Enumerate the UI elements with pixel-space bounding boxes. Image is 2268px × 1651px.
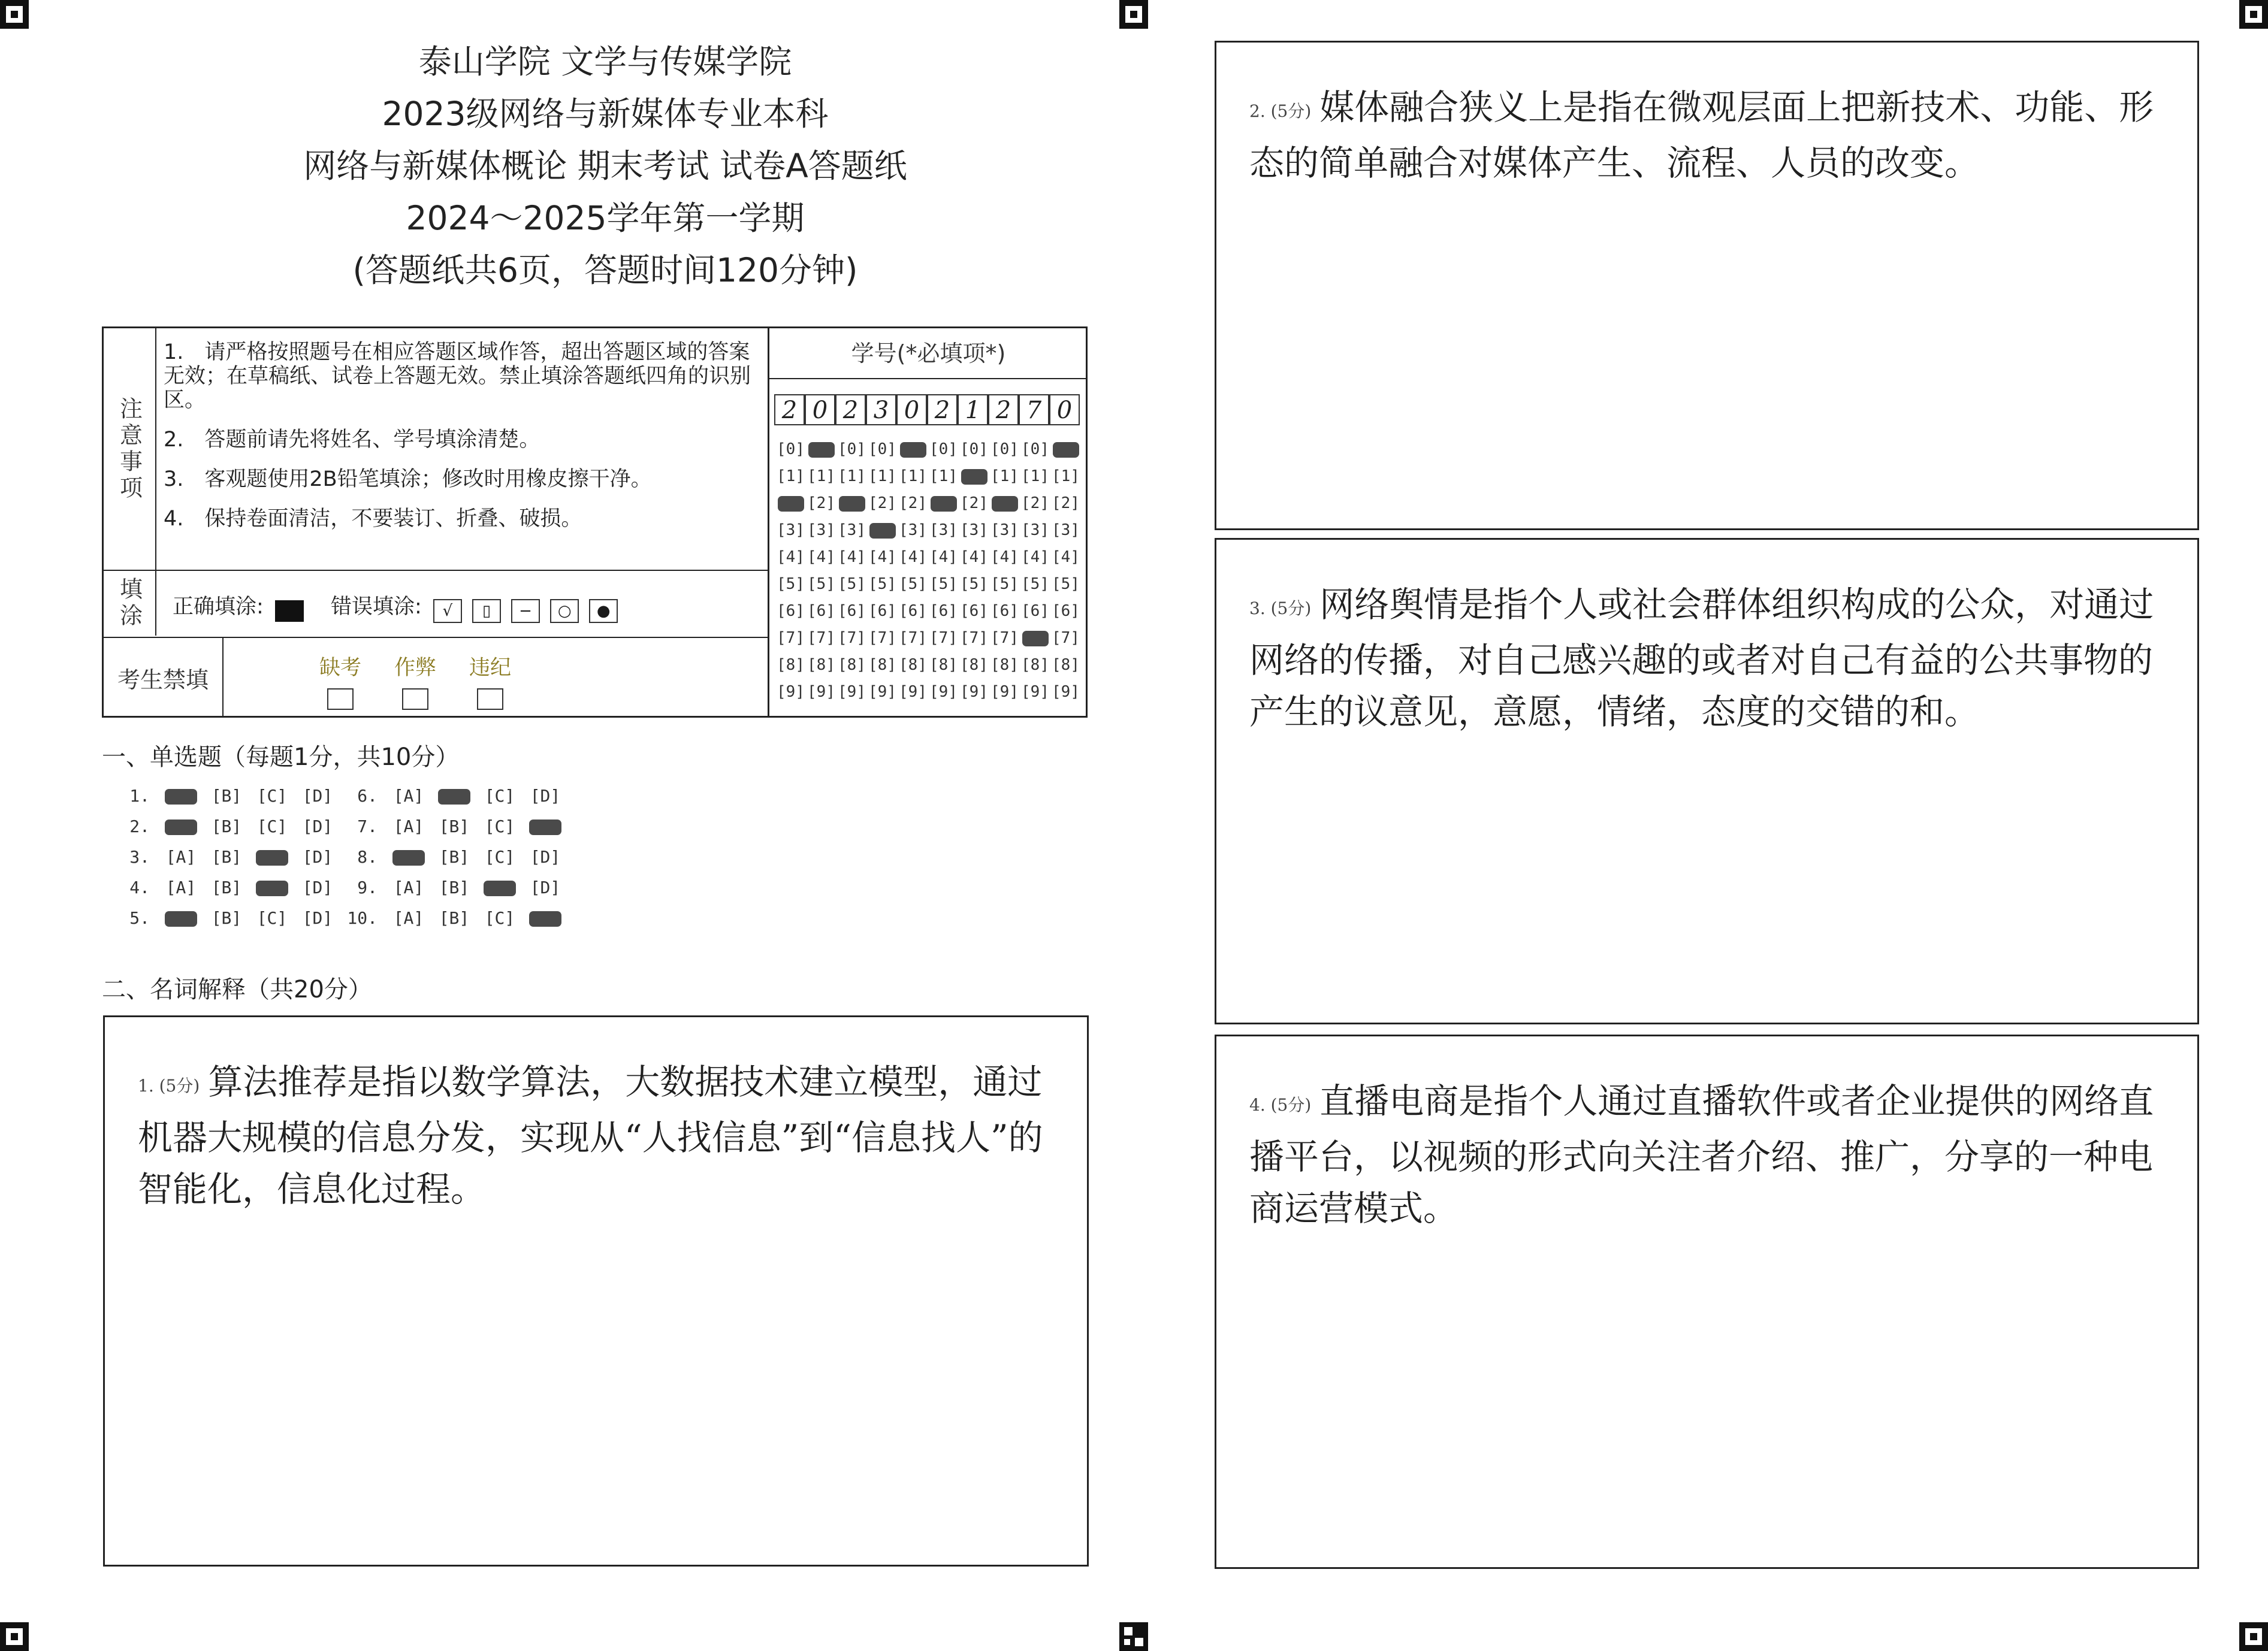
mcq-option[interactable]: [B] xyxy=(211,847,242,867)
id-bubble[interactable]: [4] xyxy=(1052,548,1080,566)
id-bubble[interactable] xyxy=(989,490,1020,517)
filled-mark xyxy=(256,850,288,866)
mcq-number: 3. xyxy=(129,847,150,867)
mcq-number: 6. xyxy=(357,786,378,806)
id-bubble[interactable]: [3] xyxy=(929,521,958,539)
mcq-option[interactable]: [C] xyxy=(256,908,288,928)
wrong-fill-sample: √ xyxy=(433,599,462,623)
filled-mark xyxy=(931,496,957,512)
id-bubble[interactable]: [5] xyxy=(929,575,958,593)
ban-absent: 缺考 xyxy=(319,651,361,710)
mcq-option[interactable] xyxy=(158,786,204,806)
mcq-row xyxy=(114,908,340,939)
fill-examples xyxy=(173,590,625,623)
mcq-number: 4. xyxy=(129,878,150,897)
mcq-row xyxy=(342,908,568,939)
id-bubble[interactable]: [6] xyxy=(1021,602,1049,620)
header-major: 2023级网络与新媒体专业本科 xyxy=(382,95,829,133)
bubble-row xyxy=(775,652,1081,679)
registration-marker-bottom-right xyxy=(2239,1622,2268,1651)
student-id-digits xyxy=(774,394,1080,425)
ban-checkbox[interactable] xyxy=(327,688,354,710)
notice-label: 注意事项 xyxy=(116,396,143,502)
id-bubble[interactable] xyxy=(836,490,867,517)
id-bubble[interactable]: [1] xyxy=(777,467,805,485)
id-bubble[interactable]: [4] xyxy=(1021,548,1049,566)
id-bubble[interactable]: [2] xyxy=(960,494,988,512)
id-bubble[interactable]: [4] xyxy=(868,548,896,566)
bubble-row xyxy=(775,463,1081,490)
mcq-option[interactable] xyxy=(431,786,477,806)
mcq-option[interactable]: [B] xyxy=(211,817,242,836)
ban-checkbox[interactable] xyxy=(402,688,428,710)
id-bubble[interactable]: [8] xyxy=(899,656,927,674)
filled-mark xyxy=(529,820,561,835)
id-bubble[interactable]: [5] xyxy=(868,575,896,593)
filled-mark xyxy=(392,850,425,866)
id-bubble[interactable]: [9] xyxy=(899,683,927,701)
notice-item: 1. 请严格按照题号在相应答题区域作答，超出答题区域的答案无效；在草稿纸、试卷上答题无效。禁止填涂答题纸四角的识别区。 xyxy=(164,340,751,412)
filled-mark xyxy=(961,469,987,485)
mcq-option[interactable]: [D] xyxy=(530,878,561,897)
filled-mark xyxy=(438,789,470,805)
score-label: 2. (5分) xyxy=(1249,101,1312,121)
id-bubble[interactable]: [6] xyxy=(929,602,958,620)
mcq-option[interactable]: [A] xyxy=(165,847,197,867)
fill-label: 填涂 xyxy=(116,577,143,630)
id-bubble[interactable]: [6] xyxy=(899,602,927,620)
id-bubble[interactable] xyxy=(806,436,836,463)
id-bubble[interactable]: [0] xyxy=(990,440,1019,458)
mcq-option[interactable]: [D] xyxy=(302,908,333,928)
header-term: 2024～2025学年第一学期 xyxy=(406,199,805,237)
mcq-number: 2. xyxy=(129,817,150,836)
mcq-column-right xyxy=(342,786,568,939)
mcq-option[interactable] xyxy=(158,908,204,928)
id-bubble[interactable]: [3] xyxy=(838,521,866,539)
answer-box-3[interactable] xyxy=(1215,538,2199,1024)
id-bubble[interactable]: [7] xyxy=(838,629,866,647)
handwritten-answer: 媒体融合狭义上是指在微观层面上把新技术、功能、形态的简单融合对媒体产生、流程、人员的改变。 xyxy=(1249,87,2154,183)
bubble-row xyxy=(775,598,1081,625)
id-bubble[interactable]: [7] xyxy=(1052,629,1080,647)
id-bubble[interactable] xyxy=(898,436,928,463)
mcq-option[interactable]: [B] xyxy=(211,786,242,806)
header-note: (答题纸共6页，答题时间120分钟) xyxy=(352,251,858,289)
filled-mark xyxy=(165,911,197,927)
id-bubble[interactable]: [5] xyxy=(899,575,927,593)
registration-marker-top-left xyxy=(0,0,29,29)
id-bubble[interactable]: [7] xyxy=(868,629,896,647)
filled-mark xyxy=(529,911,561,927)
id-bubble[interactable]: [3] xyxy=(1021,521,1049,539)
id-bubble[interactable]: [6] xyxy=(868,602,896,620)
mcq-option[interactable] xyxy=(523,817,568,836)
id-bubble[interactable]: [7] xyxy=(899,629,927,647)
wrong-fill-sample: ○ xyxy=(550,599,579,623)
mcq-option[interactable]: [B] xyxy=(439,847,470,867)
student-id-digit[interactable]: 3 xyxy=(866,394,896,425)
id-bubble[interactable]: [8] xyxy=(777,656,805,674)
wrong-fill-sample: ● xyxy=(589,599,618,623)
id-bubble[interactable]: [7] xyxy=(990,629,1019,647)
registration-marker-bottom-center xyxy=(1119,1622,1148,1651)
mcq-row xyxy=(342,817,568,847)
id-bubble[interactable]: [0] xyxy=(868,440,896,458)
mcq-option[interactable]: [B] xyxy=(211,908,242,928)
answer-text-2 xyxy=(1249,81,2178,189)
mcq-option[interactable] xyxy=(477,878,523,897)
id-bubble[interactable]: [9] xyxy=(1021,683,1049,701)
ban-violation: 违纪 xyxy=(469,651,511,710)
mcq-option[interactable]: [C] xyxy=(484,908,515,928)
id-bubble[interactable]: [9] xyxy=(990,683,1019,701)
id-bubble[interactable]: [6] xyxy=(990,602,1019,620)
mcq-option[interactable]: [D] xyxy=(302,878,333,897)
mcq-option[interactable]: [C] xyxy=(484,847,515,867)
student-id-digit[interactable]: 2 xyxy=(927,394,958,425)
handwritten-answer: 网络舆情是指个人或社会群体组织构成的公众，对通过网络的传播，对自己感兴趣的或者对自己有益的公共事物的产生的议意见，意愿，情绪，态度的交错的和。 xyxy=(1249,584,2154,732)
mcq-option[interactable]: [D] xyxy=(302,847,333,867)
mcq-row xyxy=(114,786,340,817)
id-bubble[interactable]: [8] xyxy=(929,656,958,674)
mcq-number: 1. xyxy=(129,786,150,806)
ban-label: 考生禁填 xyxy=(104,638,224,718)
mcq-option[interactable]: [B] xyxy=(211,878,242,897)
id-bubble[interactable]: [8] xyxy=(807,656,835,674)
mcq-number: 5. xyxy=(129,908,150,928)
wrong-fill-label: 错误填涂: xyxy=(330,595,422,619)
student-id-bubble-grid xyxy=(775,436,1081,706)
id-bubble[interactable]: [3] xyxy=(960,521,988,539)
filled-mark xyxy=(484,881,516,896)
exam-header xyxy=(102,36,1109,297)
id-bubble[interactable]: [4] xyxy=(777,548,805,566)
id-bubble[interactable]: [9] xyxy=(929,683,958,701)
id-bubble[interactable]: [9] xyxy=(838,683,866,701)
id-bubble[interactable]: [9] xyxy=(868,683,896,701)
id-bubble[interactable]: [1] xyxy=(1052,467,1080,485)
id-bubble[interactable]: [9] xyxy=(777,683,805,701)
id-bubble[interactable]: [8] xyxy=(990,656,1019,674)
mcq-option[interactable] xyxy=(249,878,295,897)
id-bubble[interactable]: [4] xyxy=(990,548,1019,566)
ban-checkbox[interactable] xyxy=(477,688,503,710)
wrong-fill-sample: − xyxy=(511,599,540,623)
filled-mark xyxy=(1022,631,1049,646)
mcq-option[interactable] xyxy=(386,847,431,867)
mcq-option[interactable]: [D] xyxy=(530,786,561,806)
mcq-option[interactable]: [B] xyxy=(439,878,470,897)
mcq-option[interactable]: [C] xyxy=(484,817,515,836)
mcq-option[interactable]: [A] xyxy=(165,878,197,897)
score-label: 4. (5分) xyxy=(1249,1095,1312,1115)
mcq-option[interactable]: [C] xyxy=(484,786,515,806)
mcq-option[interactable] xyxy=(158,817,204,836)
student-id-digit[interactable]: 2 xyxy=(988,394,1019,425)
notice-item: 4. 保持卷面清洁，不要装订、折叠、破损。 xyxy=(164,507,582,531)
filled-mark xyxy=(900,442,926,458)
id-bubble[interactable]: [6] xyxy=(807,602,835,620)
filled-mark xyxy=(1053,442,1079,458)
id-bubble[interactable]: [7] xyxy=(929,629,958,647)
section2-title: 二、名词解释（共20分） xyxy=(102,976,372,1003)
id-bubble[interactable]: [4] xyxy=(929,548,958,566)
filled-mark xyxy=(808,442,835,458)
id-bubble[interactable]: [6] xyxy=(1052,602,1080,620)
score-label: 1. (5分) xyxy=(138,1076,200,1096)
id-bubble[interactable]: [8] xyxy=(868,656,896,674)
id-bubble[interactable] xyxy=(928,490,959,517)
filled-mark xyxy=(839,496,865,512)
bubble-row xyxy=(775,490,1081,517)
id-bubble[interactable]: [0] xyxy=(1021,440,1049,458)
id-bubble[interactable]: [1] xyxy=(899,467,927,485)
mcq-row xyxy=(114,817,340,847)
header-school: 泰山学院 文学与传媒学院 xyxy=(418,43,792,81)
student-id-digit[interactable]: 0 xyxy=(805,394,835,425)
answer-box-1[interactable] xyxy=(103,1015,1089,1567)
wrong-fill-sample: ▯ xyxy=(472,599,501,623)
notice-list xyxy=(164,340,763,546)
mcq-option[interactable]: [D] xyxy=(302,817,333,836)
id-bubble[interactable]: [6] xyxy=(960,602,988,620)
info-table xyxy=(102,326,1088,718)
filled-mark xyxy=(165,820,197,835)
id-bubble[interactable]: [7] xyxy=(807,629,835,647)
id-bubble[interactable]: [8] xyxy=(960,656,988,674)
mcq-number: 9. xyxy=(357,878,378,897)
id-bubble[interactable]: [0] xyxy=(929,440,958,458)
id-bubble[interactable]: [2] xyxy=(1021,494,1049,512)
bubble-row xyxy=(775,436,1081,463)
notice-item: 2. 答题前请先将姓名、学号填涂清楚。 xyxy=(164,428,540,452)
answer-text-1 xyxy=(138,1056,1067,1215)
student-id-block xyxy=(768,328,1088,716)
id-bubble[interactable]: [0] xyxy=(777,440,805,458)
id-bubble[interactable]: [3] xyxy=(990,521,1019,539)
mcq-option[interactable]: [A] xyxy=(393,817,424,836)
registration-marker-top-right xyxy=(2239,0,2268,29)
id-bubble[interactable]: [5] xyxy=(960,575,988,593)
bubble-row xyxy=(775,571,1081,598)
mcq-option[interactable]: [A] xyxy=(393,878,424,897)
handwritten-answer: 算法推荐是指以数学算法，大数据技术建立模型，通过机器大规模的信息分发，实现从“人找信息”到“信息找人”的智能化，信息化过程。 xyxy=(138,1062,1043,1209)
id-bubble[interactable]: [1] xyxy=(990,467,1019,485)
id-bubble[interactable]: [2] xyxy=(899,494,927,512)
answer-box-4[interactable] xyxy=(1215,1035,2199,1569)
id-bubble[interactable]: [3] xyxy=(807,521,835,539)
mcq-option[interactable]: [A] xyxy=(393,908,424,928)
notice-item: 3. 客观题使用2B铅笔填涂；修改时用橡皮擦干净。 xyxy=(164,467,652,491)
id-bubble[interactable]: [8] xyxy=(838,656,866,674)
id-bubble[interactable]: [9] xyxy=(807,683,835,701)
fill-example-row xyxy=(104,570,768,637)
mcq-option[interactable]: [C] xyxy=(256,786,288,806)
mcq-option[interactable] xyxy=(249,847,295,867)
id-bubble[interactable]: [1] xyxy=(807,467,835,485)
notice-label-cell xyxy=(104,328,156,570)
id-bubble[interactable]: [3] xyxy=(1052,521,1080,539)
bubble-row xyxy=(775,517,1081,544)
id-bubble[interactable]: [4] xyxy=(807,548,835,566)
student-id-digit[interactable]: 2 xyxy=(774,394,805,425)
id-bubble[interactable]: [2] xyxy=(868,494,896,512)
id-bubble[interactable]: [5] xyxy=(777,575,805,593)
ban-items xyxy=(319,651,511,710)
header-course: 网络与新媒体概论 期末考试 试卷A答题纸 xyxy=(303,147,907,185)
section1-title: 一、单选题（每题1分，共10分） xyxy=(102,743,460,771)
answer-text-3 xyxy=(1249,579,2178,737)
id-bubble[interactable]: [5] xyxy=(1052,575,1080,593)
mcq-number: 7. xyxy=(357,817,378,836)
id-bubble[interactable]: [5] xyxy=(807,575,835,593)
mcq-column-left xyxy=(114,786,340,939)
id-bubble[interactable]: [2] xyxy=(807,494,835,512)
answer-text-4 xyxy=(1249,1075,2178,1234)
mcq-option[interactable]: [B] xyxy=(439,908,470,928)
id-bubble[interactable]: [5] xyxy=(990,575,1019,593)
id-bubble[interactable]: [4] xyxy=(838,548,866,566)
id-bubble[interactable]: [8] xyxy=(1052,656,1080,674)
id-bubble[interactable] xyxy=(1020,625,1050,652)
id-bubble[interactable]: [0] xyxy=(838,440,866,458)
id-bubble[interactable]: [7] xyxy=(777,629,805,647)
id-bubble[interactable]: [6] xyxy=(777,602,805,620)
id-bubble[interactable]: [1] xyxy=(838,467,866,485)
mcq-row xyxy=(114,878,340,908)
bubble-row xyxy=(775,625,1081,652)
mcq-option[interactable]: [D] xyxy=(302,786,333,806)
answer-box-2[interactable] xyxy=(1215,41,2199,530)
student-id-digit[interactable]: 7 xyxy=(1019,394,1049,425)
mcq-number: 8. xyxy=(357,847,378,867)
id-bubble[interactable]: [5] xyxy=(1021,575,1049,593)
id-bubble[interactable]: [9] xyxy=(1052,683,1080,701)
filled-mark xyxy=(869,523,896,539)
score-label: 3. (5分) xyxy=(1249,598,1312,618)
mcq-row xyxy=(342,847,568,878)
id-bubble[interactable]: [1] xyxy=(1021,467,1049,485)
mcq-option[interactable]: [A] xyxy=(393,786,424,806)
id-bubble[interactable]: [1] xyxy=(929,467,958,485)
id-bubble[interactable]: [6] xyxy=(838,602,866,620)
filled-mark xyxy=(992,496,1018,512)
id-bubble[interactable]: [5] xyxy=(838,575,866,593)
mcq-number: 10. xyxy=(347,908,378,928)
ban-cheating: 作弊 xyxy=(394,651,436,710)
id-bubble[interactable]: [9] xyxy=(960,683,988,701)
id-bubble[interactable] xyxy=(1050,436,1081,463)
mcq-row xyxy=(342,878,568,908)
id-bubble[interactable] xyxy=(867,517,898,544)
mcq-option[interactable]: [D] xyxy=(530,847,561,867)
filled-mark xyxy=(778,496,804,512)
handwritten-answer: 直播电商是指个人通过直播软件或者企业提供的网络直播平台，以视频的形式向关注者介绍、推广，分享的一种电商运营模式。 xyxy=(1249,1081,2154,1229)
correct-fill-label: 正确填涂: xyxy=(173,595,264,619)
id-bubble[interactable]: [4] xyxy=(899,548,927,566)
mcq-option[interactable] xyxy=(523,908,568,928)
id-bubble[interactable]: [0] xyxy=(960,440,988,458)
filled-mark xyxy=(165,789,197,805)
bubble-row xyxy=(775,679,1081,706)
correct-fill-swatch xyxy=(275,600,304,622)
ban-row xyxy=(104,637,768,718)
registration-marker-top-center xyxy=(1119,0,1148,29)
student-id-digit[interactable]: 2 xyxy=(835,394,866,425)
filled-mark xyxy=(256,881,288,896)
student-id-label: 学号(*必填项*) xyxy=(769,328,1088,379)
id-bubble[interactable] xyxy=(775,490,806,517)
id-bubble[interactable]: [2] xyxy=(1052,494,1080,512)
id-bubble[interactable]: [3] xyxy=(899,521,927,539)
id-bubble[interactable]: [8] xyxy=(1021,656,1049,674)
student-id-digit[interactable]: 1 xyxy=(958,394,988,425)
student-id-digit[interactable]: 0 xyxy=(896,394,927,425)
fill-label-cell xyxy=(104,571,156,636)
student-id-digit[interactable]: 0 xyxy=(1049,394,1080,425)
mcq-row xyxy=(114,847,340,878)
mcq-option[interactable]: [B] xyxy=(439,817,470,836)
id-bubble[interactable]: [4] xyxy=(960,548,988,566)
id-bubble[interactable]: [1] xyxy=(868,467,896,485)
id-bubble[interactable]: [3] xyxy=(777,521,805,539)
id-bubble[interactable]: [7] xyxy=(960,629,988,647)
id-bubble[interactable] xyxy=(959,463,989,490)
mcq-row xyxy=(342,786,568,817)
mcq-option[interactable]: [C] xyxy=(256,817,288,836)
bubble-row xyxy=(775,544,1081,571)
registration-marker-bottom-left xyxy=(0,1622,29,1651)
